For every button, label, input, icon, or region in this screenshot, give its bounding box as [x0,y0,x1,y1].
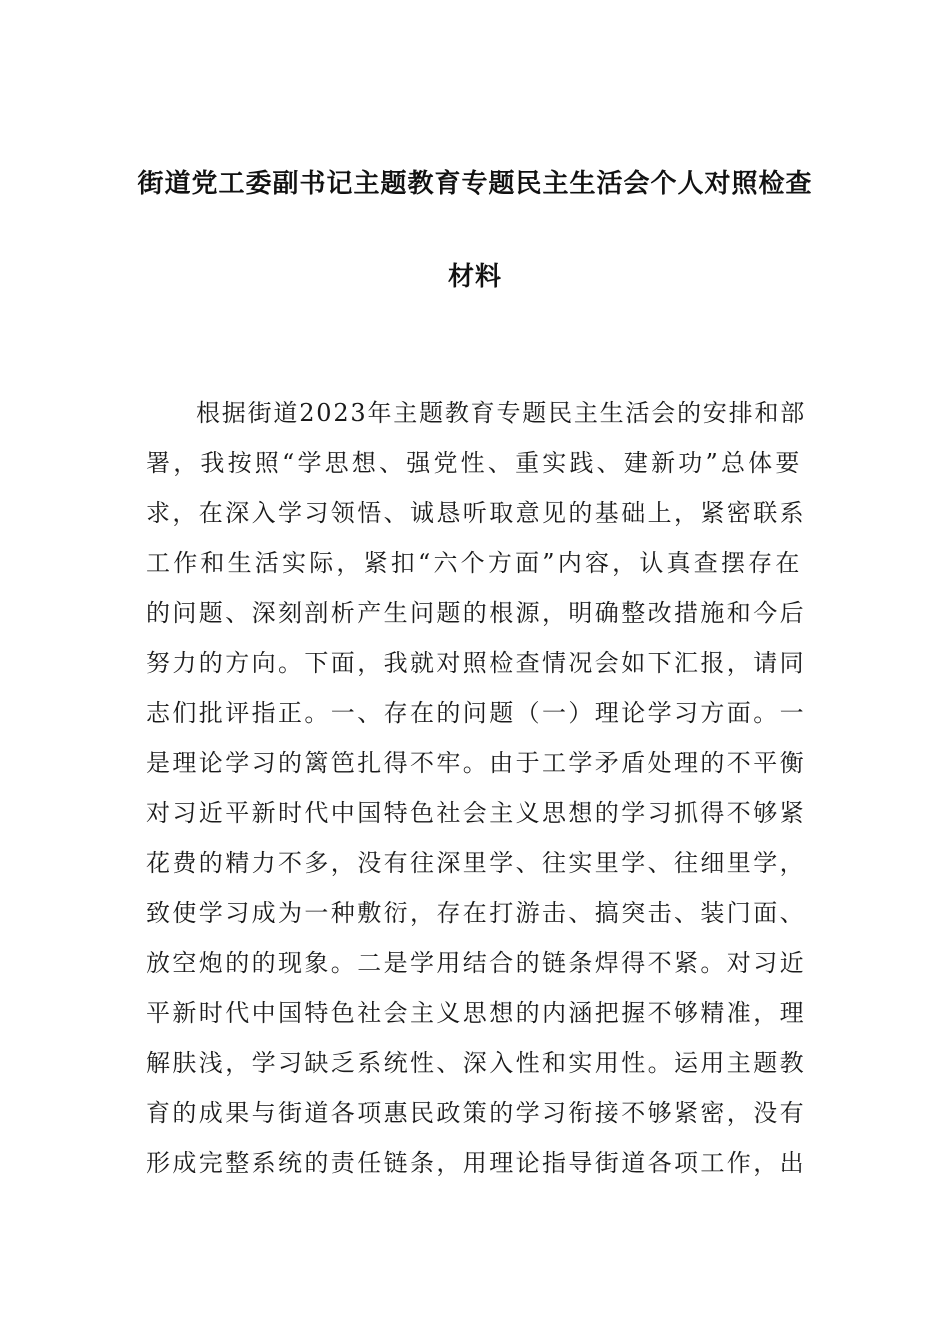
body-line: 平新时代中国特色社会主义思想的内涵把握不够精准，理 [146,999,806,1027]
body-line: 是理论学习的篱笆扎得不牢。由于工学矛盾处理的不平衡 [146,749,806,777]
body-line: 放空炮的的现象。二是学用结合的链条焊得不紧。对习近 [146,949,806,977]
body-line: 致使学习成为一种敷衍，存在打游击、搞突击、装门面、 [146,899,806,927]
body-line: 根据街道2023年主题教育专题民主生活会的安排和部 [196,399,807,427]
document-title-line-1: 街道党工委副书记主题教育专题民主生活会个人对照检查 [137,169,813,199]
body-line: 署，我按照“学思想、强党性、重实践、建新功”总体要 [146,449,803,477]
document-title-line-2: 材料 [447,262,502,292]
body-line: 的问题、深刻剖析产生问题的根源，明确整改措施和今后 [146,599,806,627]
body-line: 志们批评指正。一、存在的问题（一）理论学习方面。一 [146,699,806,727]
body-line: 形成完整系统的责任链条，用理论指导街道各项工作，出 [146,1149,806,1177]
body-line: 对习近平新时代中国特色社会主义思想的学习抓得不够紧 [146,799,806,827]
body-line: 解肤浅，学习缺乏系统性、深入性和实用性。运用主题教 [146,1049,806,1077]
body-line: 求，在深入学习领悟、诚恳听取意见的基础上，紧密联系 [146,499,806,527]
body-line: 努力的方向。下面，我就对照检查情况会如下汇报，请同 [146,649,806,677]
body-line: 工作和生活实际，紧扣“六个方面”内容，认真查摆存在 [146,549,803,577]
body-line: 花费的精力不多，没有往深里学、往实里学、往细里学， [146,849,806,877]
body-line: 育的成果与街道各项惠民政策的学习衔接不够紧密，没有 [146,1099,806,1127]
